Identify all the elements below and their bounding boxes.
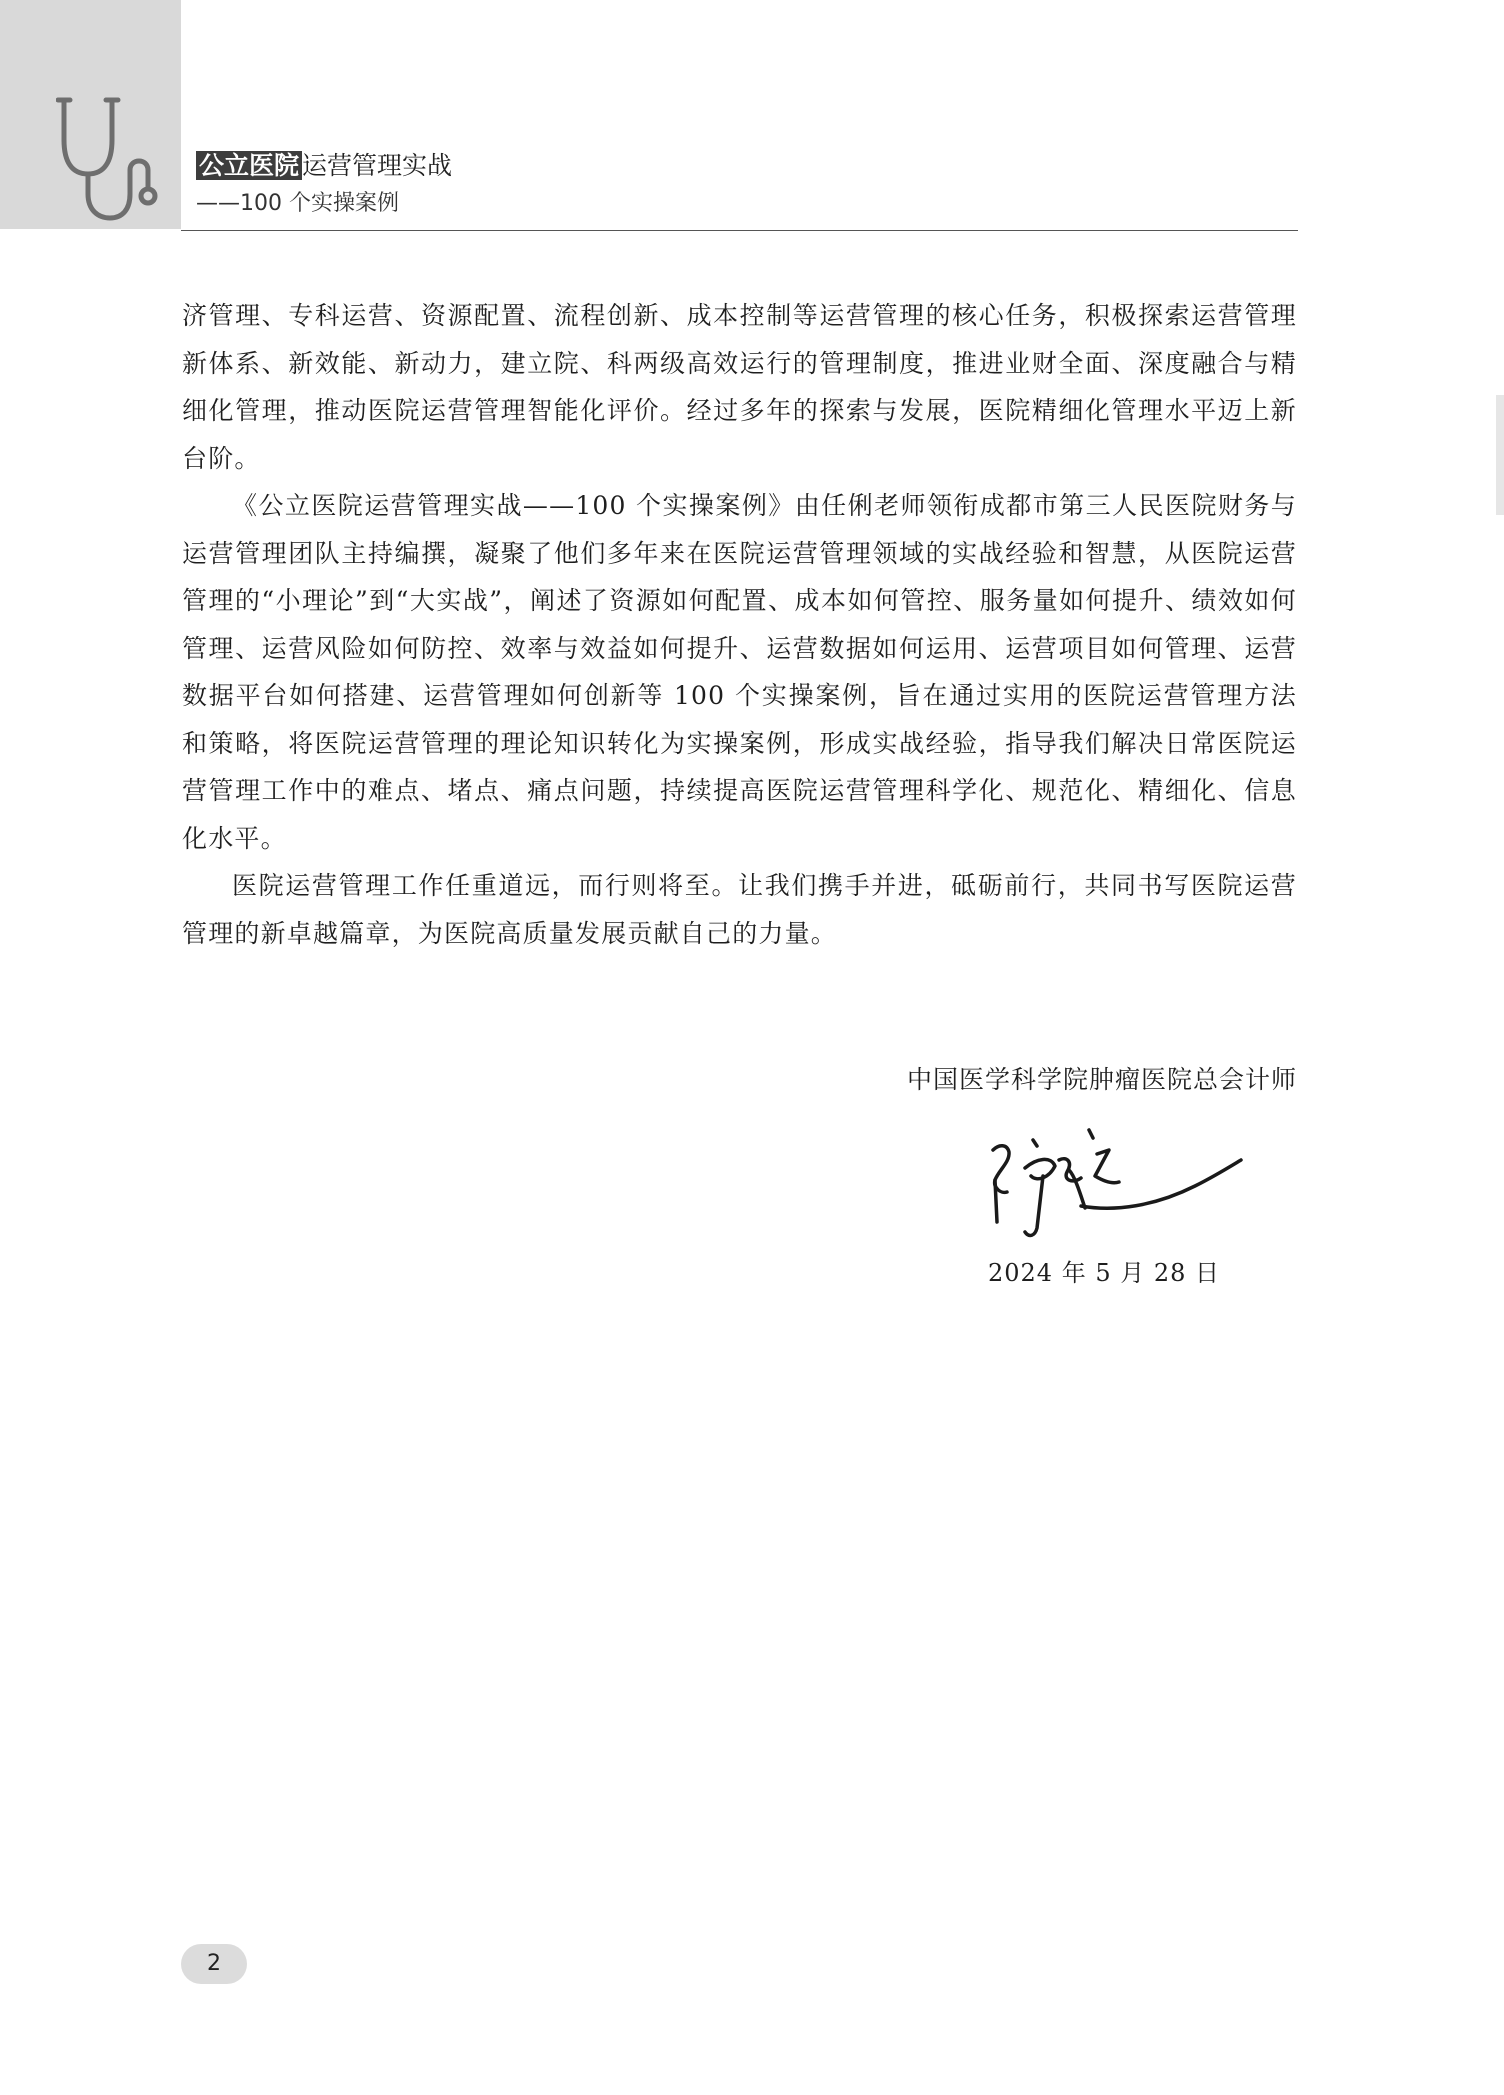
side-tab-marker <box>1496 395 1504 515</box>
header-divider <box>181 230 1298 231</box>
book-subtitle: ——100 个实操案例 <box>196 191 399 216</box>
book-title <box>196 150 452 182</box>
signoff-organization: 中国医学科学院肿瘤医院总会计师 <box>906 1065 1297 1094</box>
paragraph-1: 济管理、专科运营、资源配置、流程创新、成本控制等运营管理的核心任务，积极探索运营管理新体系、新效能、新动力，建立院、科两级高效运行的管理制度，推进业财全面、深度融合与精细化管理，推动医院运营管理智能化评价。经过多年的探索与发展，医院精细化管理水平迈上新台阶。 <box>182 301 1297 473</box>
signoff-date: 2024 年 5 月 28 日 <box>988 1259 1221 1287</box>
book-title-highlight: 公立医院 <box>196 151 302 180</box>
page-number: 2 <box>181 1944 247 1984</box>
paragraph-2: 《公立医院运营管理实战——100 个实操案例》由任俐老师领衔成都市第三人民医院财务与运营管理团队主持编撰，凝聚了他们多年来在医院运营管理领域的实战经验和智慧，从医院运营管理的“小理论”到“大实战”，阐述了资源如何配置、成本如何管控、服务量如何提升、绩效如何管理、运营风险如何防控、效率与效益如何提升、运营数据如何运用、运营项目如何管理、运营数据平台如何搭建、运营管理如何创新等 100 个实操案例，旨在通过实用的医院运营管理方法和策略，将医院运营管理的理论知识转化为实操案例，形成实战经验，指导我们解决日常医院运营管理工作中的难点、堵点、痛点问题，持续提高医院运营管理科学化、规范化、精细化、信息化水平。 <box>182 491 1297 853</box>
body-text <box>182 292 1297 957</box>
stethoscope-icon <box>56 96 176 226</box>
book-title-rest: 运营管理实战 <box>302 151 453 180</box>
handwritten-signature <box>985 1110 1265 1250</box>
paragraph-3: 医院运营管理工作任重道远，而行则将至。让我们携手并进，砥砺前行，共同书写医院运营管理的新卓越篇章，为医院高质量发展贡献自己的力量。 <box>182 871 1297 948</box>
